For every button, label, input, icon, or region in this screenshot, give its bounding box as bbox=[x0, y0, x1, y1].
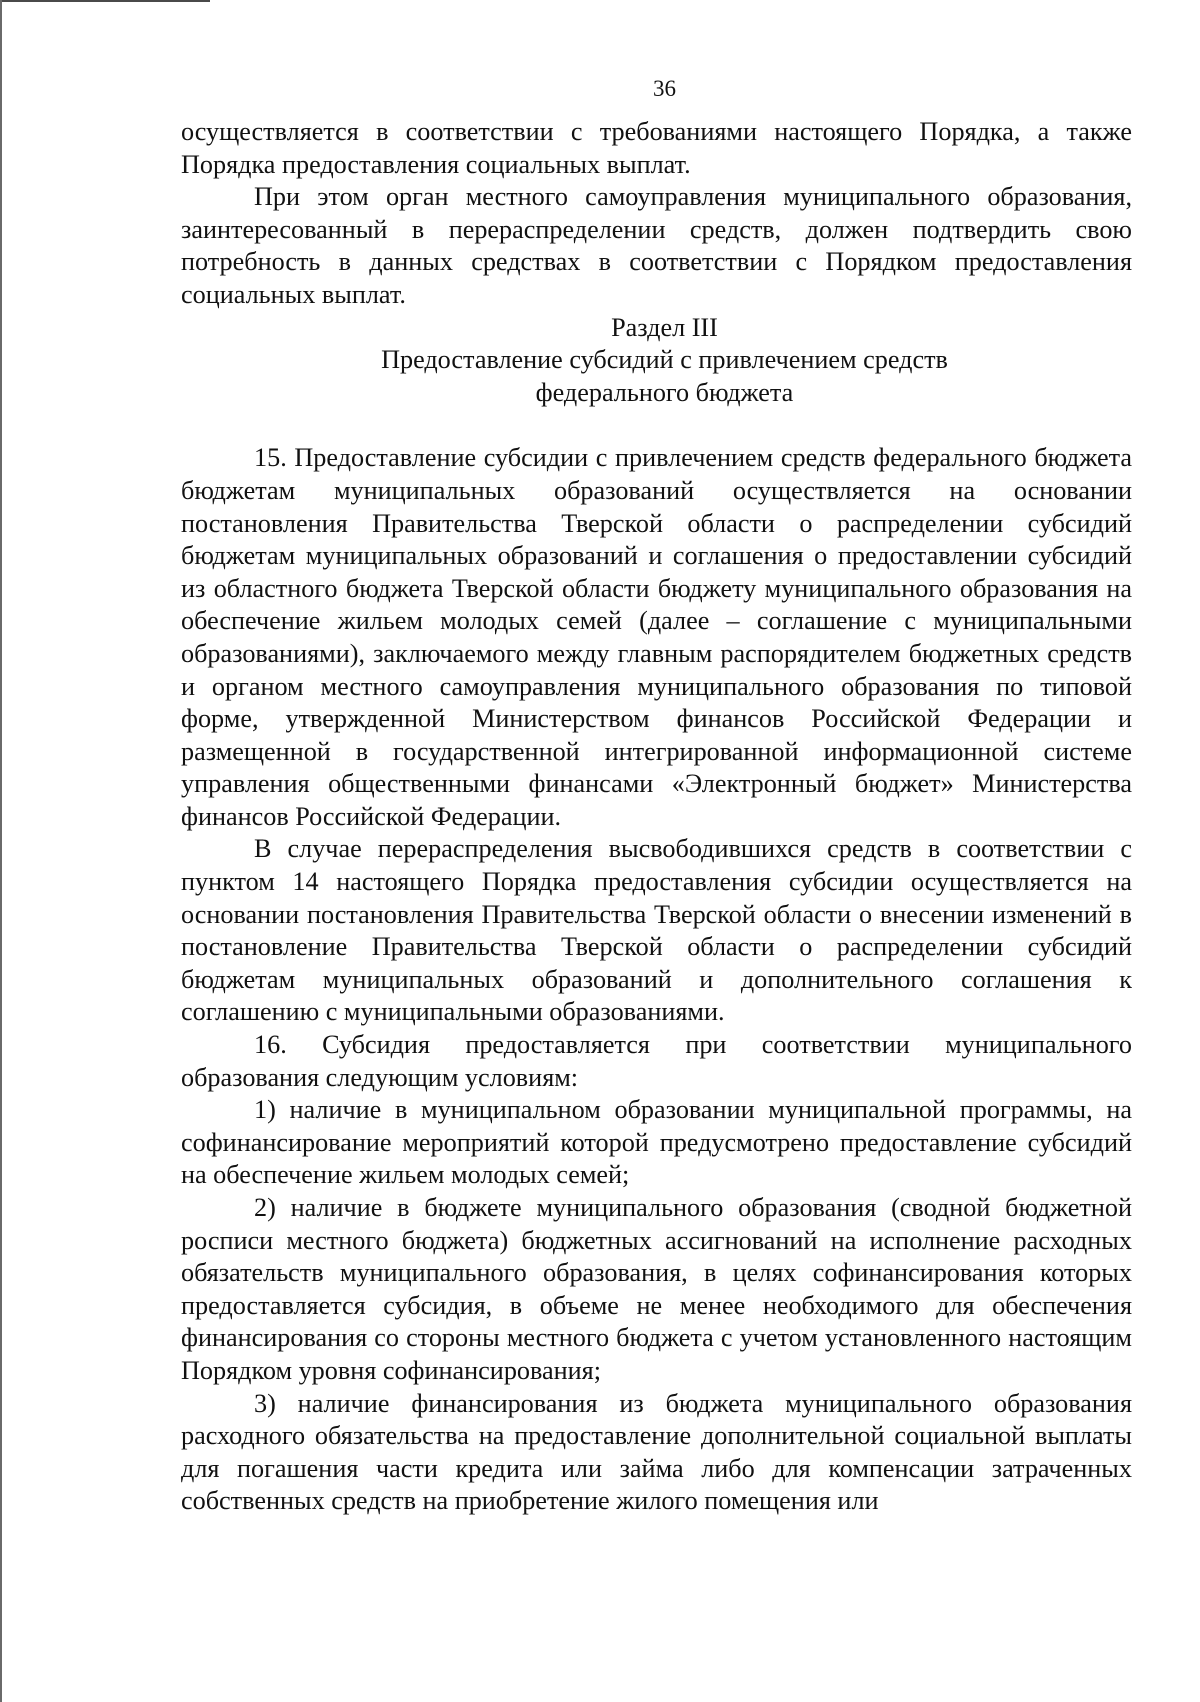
section-label: Раздел III bbox=[611, 312, 718, 342]
page-number: 36 bbox=[653, 76, 676, 101]
paragraphs-top bbox=[181, 116, 1132, 312]
section-heading bbox=[181, 312, 1132, 410]
condition-2: 2) наличие в бюджете муниципального образования (сводной бюджетной росписи местного бюджета) бюджетных ассигнований на исполнение расходных обязательств муниципального образования, в целях софинансирования которых предоставляется субсидия, в объеме не менее необходимого для обеспечения финансирования со стороны местного бюджета с учетом установленного настоящим Порядком уровня софинансирования; bbox=[181, 1193, 1132, 1385]
scan-edge-left bbox=[0, 0, 2, 1702]
paragraph-redistribution: В случае перераспределения высвободившихся средств в соответствии с пунктом 14 настоящего Порядка предоставления субсидии осуществляется на основании постановления Правительства Тверской области о внесении изменений в постановление Правительства Тверской области о распределении субсидий бюджетам муниципальных образований и дополнительного соглашения к соглашению с муниципальными образованиями. bbox=[181, 834, 1132, 1027]
paragraph-16: 16. Субсидия предоставляется при соответствии муниципального образования следующим условиям: bbox=[181, 1030, 1132, 1092]
condition-3: 3) наличие финансирования из бюджета муниципального образования расходного обязательства на предоставление дополнительной социальной выплаты для погашения части кредита или займа либо для компенсации затраченных собственных средств на приобретение жилого помещения или bbox=[181, 1388, 1132, 1516]
scan-edge-top bbox=[0, 0, 210, 2]
paragraph: осуществляется в соответствии с требованиями настоящего Порядка, а также Порядка предоставления социальных выплат. bbox=[181, 117, 1132, 179]
condition-1: 1) наличие в муниципальном образовании муниципальной программы, на софинансирование мероприятий которой предусмотрено предоставление субсидий на обеспечение жильем молодых семей; bbox=[181, 1095, 1132, 1190]
section-title-line1: Предоставление субсидий с привлечением средств bbox=[381, 345, 948, 375]
document-page bbox=[181, 74, 1132, 1518]
paragraph: При этом орган местного самоуправления муниципального образования, заинтересованный в перераспределении средств, должен подтвердить свою потребность в данных средствах в соответствии с Порядком предоставления социальных выплат. bbox=[181, 182, 1132, 309]
section-title-line2: федерального бюджета bbox=[535, 377, 794, 407]
paragraphs-bottom bbox=[181, 442, 1132, 1518]
paragraph-15: 15. Предоставление субсидии с привлечением средств федерального бюджета бюджетам муниципальных образований осуществляется на основании постановления Правительства Тверской области о распределении субсидий бюджетам муниципальных образований и соглашения о предоставлении субсидий из областного бюджета Тверской области бюджету муниципального образования на обеспечение жильем молодых семей (далее – соглашение с муниципальными образованиями), заключаемого между главным распорядителем бюджетных средств и органом местного самоуправления муниципального образования по типовой форме, утвержденной Министерством финансов Российской Федерации и размещенной в государственной интегрированной информационной системе управления общественными финансами «Электронный бюджет» Министерства финансов Российской Федерации. bbox=[181, 443, 1132, 831]
